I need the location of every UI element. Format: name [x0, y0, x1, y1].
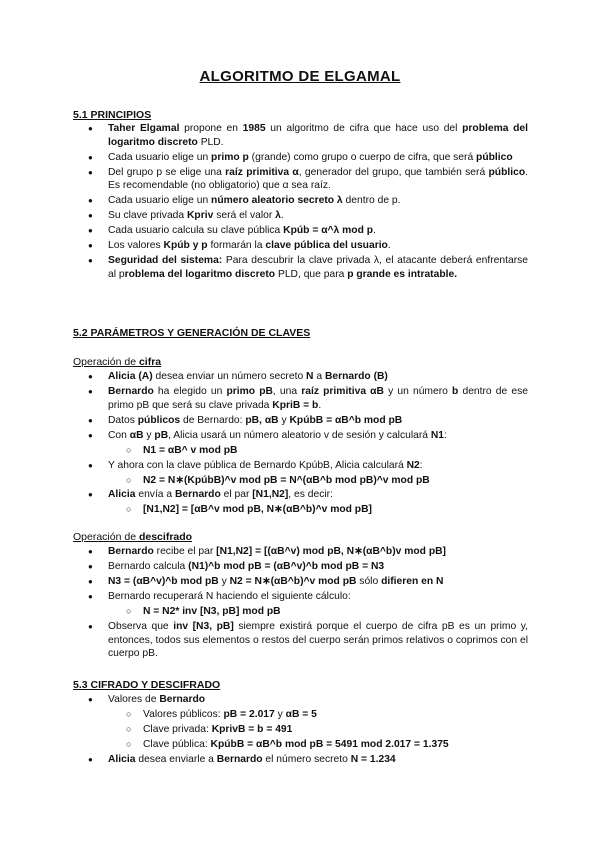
list-item — [73, 224, 528, 238]
text: Bernardo calcula — [108, 560, 189, 572]
bold-text: [N1,N2] = [αB^v mod pB, N∗(αB^b)^v mod pB] — [143, 504, 372, 516]
text: desea enviar un número secreto — [152, 371, 307, 382]
text: Datos — [108, 414, 138, 426]
text: Operación de — [73, 356, 139, 368]
text: , una — [272, 385, 302, 397]
text: Valores de — [108, 694, 160, 705]
text: Valores públicos: — [143, 708, 224, 720]
bold-text: inv [N3, pB] — [173, 620, 234, 632]
text: . Es recomendable (no obligatorio) que α sea raíz. — [108, 166, 528, 192]
text: dentro de ese primo pB que será su clave privada — [108, 385, 528, 411]
list-item — [73, 575, 528, 589]
text: formarán la — [207, 240, 266, 252]
text: el número secreto — [262, 753, 351, 765]
text: , Alicia usará un número aleatorio v de sesión y calculará — [168, 429, 431, 441]
text: y — [218, 575, 230, 587]
text: de Bernardo: — [180, 414, 246, 426]
list-item — [73, 385, 528, 412]
bold-text: problema del logaritmo discreto — [108, 123, 529, 148]
bold-text: KpriB = b — [272, 399, 319, 411]
bold-text: primo p — [211, 151, 249, 163]
text: , generador del grupo, que también será — [298, 166, 489, 178]
list-item — [73, 560, 528, 574]
bold-text: Bernardo — [174, 489, 221, 501]
bold-text: αB = 5 — [285, 708, 317, 720]
text: recibe el par — [153, 546, 217, 557]
document-title: ALGORITMO DE ELGAMAL — [199, 68, 401, 85]
list-item — [73, 738, 528, 752]
text: Cada usuario elige un — [108, 195, 212, 207]
text: propone en — [179, 123, 243, 134]
text: será el valor — [213, 210, 276, 222]
bold-text: Bernardo (B) — [324, 371, 388, 382]
list-item — [73, 151, 528, 165]
list-item — [73, 488, 528, 502]
bold-text: número aleatorio secreto λ — [211, 195, 343, 207]
list-item — [73, 122, 528, 149]
bold-text: Kpúb y p — [163, 240, 208, 252]
bold-text: Kpriv — [187, 210, 214, 222]
list-item — [73, 620, 528, 661]
section-heading-parametros: 5.2 PARÁMETROS Y GENERACIÓN DE CLAVES — [73, 327, 311, 339]
bold-text: públicos — [137, 414, 181, 426]
list-item — [73, 503, 528, 517]
bold-text: cifra — [138, 356, 162, 368]
bold-text: Bernardo — [108, 546, 154, 557]
bold-text: N = N2* inv [N3, pB] mod pB — [143, 605, 281, 617]
bold-text: pB = 2.017 — [223, 708, 275, 720]
list-item — [73, 708, 528, 722]
text: siempre existirá porque el cuerpo de cifra pB es un primo y, entonces, todos sus elementos o restos del cuerpo serán primos relativos o coprimos con el cuerpo pB. — [108, 620, 528, 660]
bold-text: N1 — [430, 429, 445, 441]
bold-text: Bernardo — [216, 753, 263, 765]
bold-text: KpúbB = αB^b mod pB — [289, 414, 403, 426]
subheading-descifrado — [73, 531, 192, 545]
bold-text: N2 = N∗(αB^b)^v mod pB — [229, 575, 357, 587]
text: . — [318, 399, 322, 411]
text: : — [444, 429, 447, 441]
bold-text: pB, αB — [245, 414, 279, 426]
text: (grande) como grupo o cuerpo de cifra, que será — [248, 151, 477, 163]
list-item — [73, 166, 528, 193]
list-item — [73, 254, 528, 281]
text: desea enviarle a — [135, 753, 217, 765]
bold-text: primo pB — [226, 385, 273, 397]
bold-text: Alicia — [108, 489, 136, 501]
bold-text: N2 = N∗(KpúbB)^v mod pB = N^(αB^b mod pB)^v mod pB — [143, 474, 430, 486]
bold-text: p grande es intratable. — [347, 268, 458, 280]
text: a — [313, 371, 325, 382]
bold-text: [N1,N2] — [252, 489, 289, 501]
bold-text: N1 = αB^ v mod pB — [143, 444, 238, 456]
list-item — [73, 414, 528, 428]
bold-text: difieren en N — [381, 575, 444, 587]
list-item — [73, 209, 528, 223]
bold-text: (N1)^b mod pB = (αB^v)^b mod pB = N3 — [188, 560, 385, 572]
bold-text: N = 1.234 — [350, 753, 396, 765]
bold-text: KprivB = b = 491 — [211, 723, 293, 735]
subheading-cifra — [73, 356, 161, 370]
text: y — [274, 708, 286, 720]
text: , es decir: — [288, 489, 333, 501]
bold-text: Bernardo — [108, 385, 154, 397]
text: Cada usuario elige un — [108, 151, 212, 163]
bold-text: público — [476, 151, 513, 163]
text: Los valores — [108, 240, 164, 252]
bold-text: KpúbB = αB^b mod pB = 5491 mod 2.017 = 1.375 — [210, 738, 449, 750]
list-item — [73, 194, 528, 208]
bold-text: clave pública del usuario — [265, 240, 388, 252]
bold-text: pB — [154, 429, 169, 441]
text: Bernardo recuperará N haciendo el siguiente cálculo: — [108, 590, 351, 602]
bold-text: 1985 — [242, 123, 266, 134]
bold-text: Alicia — [108, 753, 136, 765]
list-item — [73, 239, 528, 253]
text: . — [387, 240, 391, 252]
bold-text: Seguridad del sistema: — [108, 255, 223, 267]
bold-text: N — [306, 371, 314, 382]
list-item — [73, 590, 528, 604]
section-heading-cifrado-descifrado: 5.3 CIFRADO Y DESCIFRADO — [73, 679, 221, 691]
bold-text: [N1,N2] = [(αB^v) mod pB, N∗(αB^b)v mod pB] — [216, 546, 446, 557]
bold-text: αB — [129, 429, 144, 441]
text: y — [278, 414, 290, 426]
list-item — [73, 693, 528, 707]
text: PLD. — [197, 136, 224, 148]
text: Y ahora con la clave pública de Bernardo KpúbB, Alicia calculará — [108, 459, 407, 471]
principios-list — [73, 122, 528, 283]
list-item — [73, 370, 528, 384]
bold-text: Kpúb = α^λ mod p — [283, 225, 374, 237]
list-item — [73, 444, 528, 458]
list-item — [73, 753, 528, 767]
text: dentro de p. — [342, 195, 401, 207]
bold-text: Bernardo — [159, 694, 206, 705]
list-item — [73, 474, 528, 488]
text: : — [419, 459, 423, 471]
text: y un número — [383, 385, 453, 397]
list-item — [73, 723, 528, 737]
text: . — [373, 225, 376, 237]
text: y — [143, 429, 155, 441]
bold-text: descifrado — [138, 531, 193, 543]
list-item — [73, 545, 528, 559]
text: Clave pública: — [143, 738, 211, 750]
text: . — [280, 210, 284, 222]
bold-text: público — [488, 166, 526, 178]
bold-text: Taher Elgamal — [108, 123, 180, 134]
text: Operación de — [73, 531, 139, 543]
section-heading-principios: 5.1 PRINCIPIOS — [73, 109, 152, 121]
text: Con — [108, 429, 130, 441]
bold-text: N2 — [406, 459, 420, 471]
text: envía a — [135, 489, 175, 501]
bold-text: Alicia (A) — [108, 371, 153, 382]
text: ha elegido un — [153, 385, 227, 397]
bold-text: roblema del logaritmo discreto — [124, 268, 276, 280]
text: un algoritmo de cifra que hace uso del — [265, 123, 463, 134]
cifrado-descifrado-list — [73, 693, 528, 768]
text: PLD, que para — [275, 268, 348, 280]
bold-text: λ — [275, 210, 281, 222]
list-item — [73, 429, 528, 443]
text: Su clave privada — [108, 210, 187, 222]
text: Para descubrir la clave privada λ, el atacante deberá enfrentarse al p — [108, 255, 528, 280]
list-item — [73, 459, 528, 473]
list-item — [73, 605, 528, 619]
text: Observa que — [108, 620, 174, 632]
text: Del grupo p se elige una — [108, 166, 226, 178]
bold-text: N3 = (αB^v)^b mod pB — [108, 575, 219, 587]
cifra-list — [73, 370, 528, 518]
text: sólo — [356, 575, 382, 587]
text: el par — [220, 489, 253, 501]
bold-text: raíz primitiva αB — [301, 385, 384, 397]
bold-text: b — [452, 385, 459, 397]
bold-text: raíz primitiva α — [225, 166, 299, 178]
text: Clave privada: — [143, 723, 212, 735]
descifrado-list — [73, 545, 528, 662]
text: Cada usuario calcula su clave pública — [108, 225, 284, 237]
